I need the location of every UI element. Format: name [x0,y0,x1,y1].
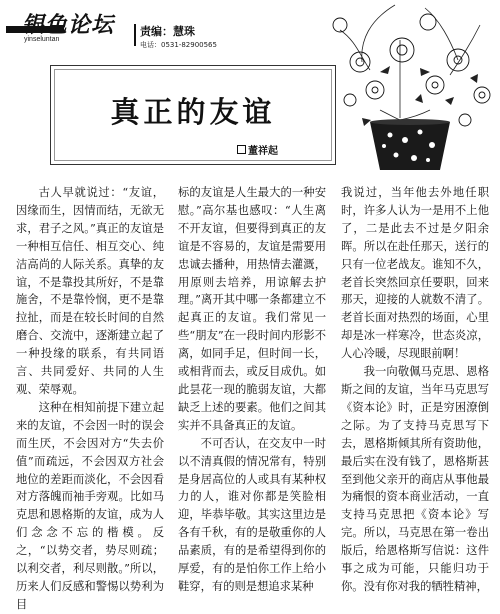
paragraph: 我一向敬佩马克思、恩格斯之间的友谊，当年马克思写《资本论》时，正是穷困潦倒之际。为了支持马克思写下去，恩格斯倾其所有资助他，最后实在没有钱了，恩格斯甚至到他父亲开的商店从事他最为痛恨的资本商业活动，一直支持马克思把《资本论》写完。所以，马克思在第一卷出版后，给恩格斯写信说：这件事之成为可能，只能归功于你。没有你对我的牺牲精神， [341,365,489,593]
masthead [6,6,246,52]
article-title: 真正的友谊 [110,95,276,129]
author-name: 董祥起 [248,146,278,157]
paragraph: 不可否认，在交友中一时以不清真假的情况常有，特别是身居高位的人或具有某种权力的人，谁对你都是笑脸相迎，毕恭毕敬。其实这里边是各有千秋，有的是敬重你的人品素质，有的是希望得到你的厚爱，有的是怕你工作上给小鞋穿，有的则是想追求某种 [178,436,326,593]
paragraph: 古人早就说过：“友谊，因缘而生，因情而结，无欲无求，君子之风。”真正的友谊是一种相互信任、相互交心、纯洁高尚的人际关系。真挚的友谊，不是靠投其所好，不是靠施舍，不是靠怜悯，更不是靠拉扯，而是在较长时间的自然磨合、交流中，逐渐建立起了一种投缘的联系，有共同语言、共同爱好、共同的人生观、荣辱观。 [16,186,164,396]
paragraph: 这种在相知前提下建立起来的友谊，不会因一时的误会而生厌，不会因对方“失去价值”而疏远，不会因双方社会地位的差距而淡化，不会因看对方落魄而袖手旁观。比如马克思和恩格斯的友谊，成为人们念念不忘的楷模。反之，“以势交者，势尽则疏；以利交者，利尽则散。”所以，历来人们反感和警惕以势利为目 [16,400,164,611]
editor-phone: 电话：0531-82900565 [140,41,217,49]
vase [370,119,450,170]
paragraph: 我说过，当年他去外地任职时，许多人认为一是用不上他了，二是此去不过是夕阳余晖。所以在赴任那天，送行的只有一位老战友。谁知不久，老首长突然回京任要职，回来那天，迎接的人就数不清了。老首长面对热烈的场面，心里却是冰一样寒冷，世态炎凉，人心冷暖，尽现眼前啊！ [341,186,489,361]
masthead-subtitle: yinseluntan [24,36,60,43]
masthead-divider [134,24,136,46]
article-column-3 [341,184,489,593]
paragraph: 标的友谊是人生最大的一种安慰。”高尔基也感叹：“人生离不开友谊，但要得到真正的友谊是不容易的，友谊是需要用忠诚去播种，用热情去灌溉，用原则去培养，用谅解去护理。”离开其中哪一条都建立不起真正的友谊。我们常见一些“朋友”在一段时间内形影不离，如同手足，但时间一长，或相背而去，或反目成仇。如此昙花一现的脆弱友谊，大都缺乏上述的要素。他们之间其实并不具备真正的友谊。 [178,186,326,432]
editor-credit: 责编：慧珠 [140,25,195,38]
masthead-title: 银色论坛 [22,12,115,38]
article-byline [237,142,278,157]
byline-box-icon [237,145,246,154]
title-box [50,65,336,165]
article-column-1 [16,184,164,611]
article-column-2 [178,184,326,593]
